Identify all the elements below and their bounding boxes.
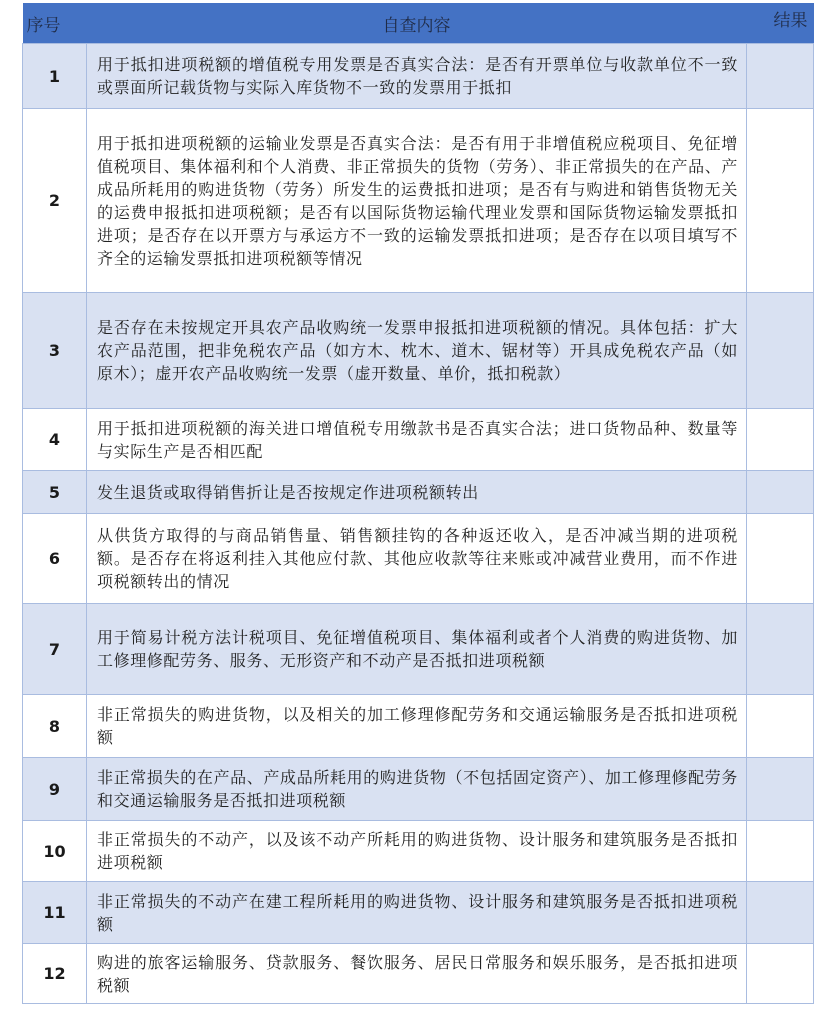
table-row (23, 944, 814, 1004)
row-result-cell[interactable] (747, 695, 814, 758)
row-result-cell[interactable] (747, 109, 814, 293)
table-row (23, 604, 814, 695)
header-check-content: 自查内容 (87, 3, 747, 44)
row-number: 1 (23, 44, 87, 109)
row-result-cell[interactable] (747, 514, 814, 604)
row-result-cell[interactable] (747, 882, 814, 944)
row-number: 12 (23, 944, 87, 1004)
row-result-cell[interactable] (747, 758, 814, 821)
row-number: 6 (23, 514, 87, 604)
header-result: 结果 (747, 3, 814, 44)
row-result-cell[interactable] (747, 409, 814, 471)
row-number: 9 (23, 758, 87, 821)
row-content: 发生退货或取得销售折让是否按规定作进项税额转出 (87, 471, 747, 514)
row-content: 用于抵扣进项税额的海关进口增值税专用缴款书是否真实合法；进口货物品种、数量等与实际生产是否相匹配 (87, 409, 747, 471)
table-header (23, 3, 814, 44)
table-row (23, 44, 814, 109)
row-content: 用于抵扣进项税额的增值税专用发票是否真实合法：是否有开票单位与收款单位不一致或票面所记载货物与实际入库货物不一致的发票用于抵扣 (87, 44, 747, 109)
row-result-cell[interactable] (747, 604, 814, 695)
row-result-cell[interactable] (747, 944, 814, 1004)
row-number: 7 (23, 604, 87, 695)
header-serial-no: 序号 (23, 3, 87, 44)
row-content: 用于抵扣进项税额的运输业发票是否真实合法：是否有用于非增值税应税项目、免征增值税项目、集体福利和个人消费、非正常损失的货物（劳务）、非正常损失的在产品、产成品所耗用的购进货物（劳务）所发生的运费抵扣进项；是否有与购进和销售货物无关的运费申报抵扣进项税额；是否有以国际货物运输代理业发票和国际货物运输发票抵扣进项；是否存在以开票方与承运方不一致的运输发票抵扣进项；是否存在以项目填写不齐全的运输发票抵扣进项税额等情况 (87, 109, 747, 293)
row-number: 10 (23, 821, 87, 882)
self-check-table (22, 3, 814, 1004)
table-row (23, 293, 814, 409)
row-result-cell[interactable] (747, 471, 814, 514)
row-number: 4 (23, 409, 87, 471)
row-content: 非正常损失的购进货物，以及相关的加工修理修配劳务和交通运输服务是否抵扣进项税额 (87, 695, 747, 758)
table-row (23, 758, 814, 821)
row-content: 购进的旅客运输服务、贷款服务、餐饮服务、居民日常服务和娱乐服务，是否抵扣进项税额 (87, 944, 747, 1004)
row-content: 从供货方取得的与商品销售量、销售额挂钩的各种返还收入，是否冲减当期的进项税额。是否存在将返利挂入其他应付款、其他应收款等往来账或冲减营业费用，而不作进项税额转出的情况 (87, 514, 747, 604)
table-row (23, 109, 814, 293)
table-row (23, 821, 814, 882)
row-result-cell[interactable] (747, 293, 814, 409)
row-content: 是否存在未按规定开具农产品收购统一发票申报抵扣进项税额的情况。具体包括：扩大农产品范围，把非免税农产品（如方木、枕木、道木、锯材等）开具成免税农产品（如原木）；虚开农产品收购统一发票（虚开数量、单价，抵扣税款） (87, 293, 747, 409)
row-number: 11 (23, 882, 87, 944)
row-number: 3 (23, 293, 87, 409)
row-content: 用于简易计税方法计税项目、免征增值税项目、集体福利或者个人消费的购进货物、加工修理修配劳务、服务、无形资产和不动产是否抵扣进项税额 (87, 604, 747, 695)
row-result-cell[interactable] (747, 821, 814, 882)
row-number: 8 (23, 695, 87, 758)
row-number: 2 (23, 109, 87, 293)
table-row (23, 409, 814, 471)
row-content: 非正常损失的在产品、产成品所耗用的购进货物（不包括固定资产）、加工修理修配劳务和交通运输服务是否抵扣进项税额 (87, 758, 747, 821)
row-result-cell[interactable] (747, 44, 814, 109)
table-row (23, 695, 814, 758)
table-row (23, 882, 814, 944)
row-content: 非正常损失的不动产在建工程所耗用的购进货物、设计服务和建筑服务是否抵扣进项税额 (87, 882, 747, 944)
table-row (23, 471, 814, 514)
row-content: 非正常损失的不动产，以及该不动产所耗用的购进货物、设计服务和建筑服务是否抵扣进项税额 (87, 821, 747, 882)
row-number: 5 (23, 471, 87, 514)
table-row (23, 514, 814, 604)
